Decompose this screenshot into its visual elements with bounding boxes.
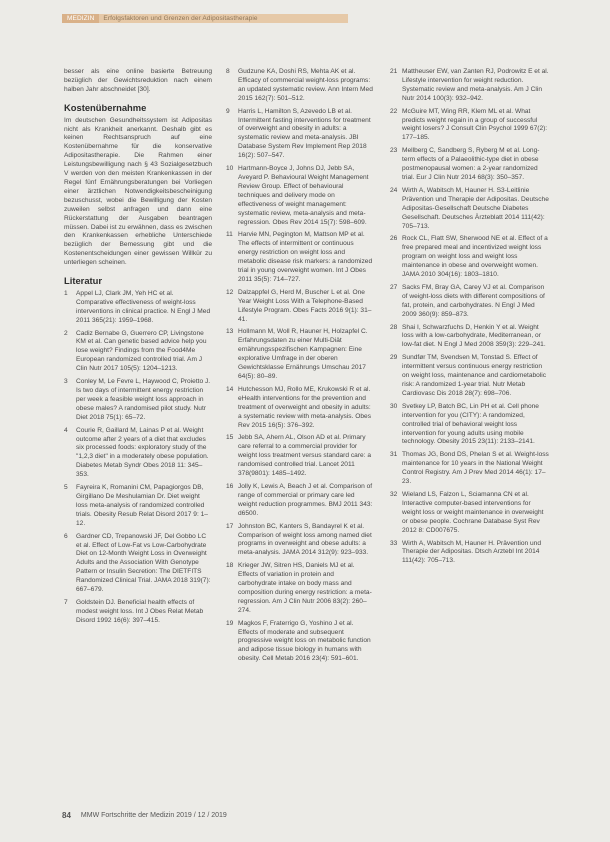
reference-item: 26 Rock CL, Flatt SW, Sherwood NE et al. Effect of a free prepared meal and incentivized weight loss program on weight loss and weight loss maintenance in obese and overweight women. JAMA 2010 304(16): 1803–1810. bbox=[390, 235, 548, 279]
column-3 bbox=[390, 68, 550, 570]
reference-item: 28 Shai I, Schwarzfuchs D, Henkin Y et al. Weight loss with a low-carbohydrate, Mediterranean, or low-fat diet. N Engl J Med 2008 359(3): 229–241. bbox=[390, 323, 546, 349]
page-number: 84 bbox=[62, 811, 71, 820]
reference-item: 29 Sundfør TM, Svendsen M, Tonstad S. Effect of intermittent versus continuous energy restriction on weight loss, maintenance and cardiometabolic risk: A randomized 1-year trial. Nutr Metab Cardiovasc Dis 2018 28(7): 698–706. bbox=[390, 354, 547, 397]
reference-item: 33 Wirth A, Wabitsch M, Hauner H. Prävention und Therapie der Adipositas. Dtsch Arztebl Int 2014 111(42): 705–713. bbox=[390, 539, 542, 565]
intro-paragraph: besser als eine online basierte Betreuung bezüglich der Gewichtsreduktion nach einem halben Jahr abschneidet [30]. bbox=[64, 68, 212, 93]
reference-item: 7 Goldstein DJ. Beneficial health effects of modest weight loss. Int J Obes Relat Metab Disord 1992 16(6): 397–415. bbox=[64, 598, 204, 624]
column-2 bbox=[226, 68, 374, 668]
reference-item: 23 Mellberg C, Sandberg S, Ryberg M et al. Long-term effects of a Palaeolithic-type diet in obese postmenopausal women: a 2-year randomized trial. Eur J Clin Nutr 2014 68(3): 350–357. bbox=[390, 147, 540, 181]
reference-item: 4 Courie R, Gaillard M, Lainas P et al. Weight outcome after 2 years of a diet that excludes six processed foods: exploratory study of the "1,2,3 diet" in a moderately obese population. Diabetes Metab Syndr Obes 2018 11: 345–353. bbox=[64, 426, 209, 479]
reference-item: 15 Jebb SA, Ahern AL, Olson AD et al. Primary care referral to a commercial provider for weight loss treatment versus standard care: a randomised controlled trial. Lancet 2011 378(9801): 1485–1492. bbox=[226, 434, 372, 478]
reference-item: 18 Krieger JW, Sitren HS, Daniels MJ et al. Effects of variation in protein and carbohydrate intake on body mass and composition during energy restriction: a meta-regression. Am J Clin Nutr 2006 83(2): 260–274. bbox=[226, 562, 372, 614]
reference-item: 14 Hutchesson MJ, Rollo ME, Krukowski R et al. eHealth interventions for the prevention and treatment of overweight and obesity in adults: a systematic review with meta-analysis. Obes Rev 2015 16(5): 376–392. bbox=[226, 385, 372, 429]
reference-item: 31 Thomas JG, Bond DS, Phelan S et al. Weight-loss maintenance for 10 years in the National Weight Control Registry. Am J Prev Med 2014 46(1): 17–23. bbox=[390, 451, 549, 486]
literature-heading: Literatur bbox=[64, 275, 103, 287]
reference-item: 13 Hollmann M, Woll R, Hauner H, Holzapfel C. Erfahrungsdaten zu einer Multi-Diät ernährungsspezifischen Kampagnen: Eine explorative Umfrage in der oberen Gewichtsklasse Ernährungs Umschau 2017 64(5): 80–89. bbox=[226, 328, 368, 380]
reference-item: 12 Dalzappfel G, Herd M, Buscher L et al. One Year Weight Loss With a Telephone-Based Lifestyle Program. Obes Facts 2016 9(1): 31–41. bbox=[226, 288, 372, 323]
reference-item: 16 Jolly K, Lewis A, Beach J et al. Comparison of range of commercial or primary care led weight reduction programmes. BMJ 2011 343: d6500. bbox=[226, 482, 373, 517]
header-category: MEDIZIN bbox=[62, 14, 99, 23]
reference-list-1 bbox=[64, 290, 212, 626]
reference-list-3 bbox=[390, 68, 550, 566]
reference-item: 27 Sacks FM, Bray GA, Carey VJ et al. Comparison of weight-loss diets with different compositions of fat, protein, and carbohydrates. N Engl J Med 2009 360(9): 859–873. bbox=[390, 283, 545, 318]
running-header bbox=[62, 14, 348, 23]
reference-item: 6 Gardner CD, Trepanowski JF, Del Gobbo LC et al. Effect of Low-Fat vs Low-Carbohydrate Diet on 12-Month Weight Loss in Overweight Adults and the Association With Genotype Pattern or Insulin Secretion: The DIETFITS Randomized Clinical Trial. JAMA 2018 319(7): 667–679. bbox=[64, 532, 211, 594]
reference-item: 21 Mattheuser EW, van Zanten RJ, Podrowitz E et al. Lifestyle intervention for weight reduction. Systematic review and meta-analysis. Am J Clin Nutr 2014 100(3): 932–942. bbox=[390, 68, 549, 102]
reference-item: 17 Johnston BC, Kanters S, Bandayrel K et al. Comparison of weight loss among named diet programs in overweight and obese adults: a meta-analysis. JAMA 2014 312(9): 923–933. bbox=[226, 522, 372, 557]
reference-item: 10 Hartmann-Boyce J, Johns DJ, Jebb SA, Aveyard P. Behavioural Weight Management Review Group. Effect of behavioural techniques and delivery mode on effectiveness of weight management: systematic review, meta-analysis and meta-regression. Obes Rev 2014 15(7): 598–609. bbox=[226, 165, 369, 226]
page-footer bbox=[62, 811, 227, 820]
column-1 bbox=[64, 68, 212, 630]
journal-info: MMW Fortschritte der Medizin 2019 / 12 / 2019 bbox=[80, 812, 227, 819]
costs-paragraph: Im deutschen Gesundheitssystem ist Adipositas nicht als Krankheit anerkannt. Deshalb gibt es keinen Rechtsanspruch auf eine Kostenübernahme für die konservative Adipositastherapie. Die Rahmen einer Leistungsbewilligung nach § 43 Sozialgesetzbuch V werden von den meisten Krankenkassen in der Regel fünf Ernährungsberatungen bei Vorliegen einer ärztlichen Notwendigkeitsbescheinigung bezuschusst, wobei die Bewilligung der Kosten zuweilen selbst anfragen und dann eine Rückerstattung der Ausgaben beantragen müssen. Dabei ist zu erwähnen, dass es zwischen den Krankenkassen erhebliche Unterschiede bezüglich der Bemessung gibt und die Kostenentscheidungen einer gewissen Willkür zu unterliegen scheinen. bbox=[64, 116, 212, 267]
header-title: Erfolgsfaktoren und Grenzen der Adipositastherapie bbox=[103, 15, 258, 22]
reference-list-2 bbox=[226, 68, 374, 664]
reference-item: 9 Harris L, Hamilton S, Azevedo LB et al. Intermittent fasting interventions for treatment of overweight and obesity in adults: a systematic review and meta-analysis. JBI Database System Rev Implement Rep 2018 16(2): 507–547. bbox=[226, 107, 371, 160]
reference-item: 3 Conley M, Le Fevre L, Haywood C, Proietto J. Is two days of intermittent energy restriction per week a feasible weight loss approach in obese males? A randomised pilot study. Nutr Diet 2018 75(1): 65–72. bbox=[64, 378, 211, 421]
reference-item: 24 Wirth A, Wabitsch M, Hauner H. S3-Leitlinie Prävention und Therapie der Adipositas. Deutsche Adipositas-Gesellschaft Deutsche Diabetes Gesellschaft. Deutsches Ärzteblatt 2014 111(42): 705–713. bbox=[390, 186, 549, 230]
reference-item: 19 Magkos F, Fraterrigo G, Yoshino J et al. Effects of moderate and subsequent progressive weight loss on metabolic function and adipose tissue biology in humans with obesity. Cell Metab 2016 23(4): 591–601. bbox=[226, 619, 371, 663]
costs-heading: Kostenübernahme bbox=[64, 101, 147, 113]
reference-item: 8 Gudzune KA, Doshi RS, Mehta AK et al. Efficacy of commercial weight-loss programs: an updated systematic review. Ann Intern Med 2015 162(7): 501–512. bbox=[226, 68, 373, 102]
reference-item: 32 Wieland LS, Falzon L, Sciamanna CN et al. Interactive computer-based interventions for weight loss or weight maintenance in overweight or obese people. Cochrane Database Syst Rev 2012 8: CD007675. bbox=[390, 490, 544, 534]
reference-item: 1 Appel LJ, Clark JM, Yeh HC et al. Comparative effectiveness of weight-loss interventions in clinical practice. N Engl J Med 2011 365(21): 1959–1968. bbox=[64, 289, 211, 324]
reference-item: 11 Harvie MN, Pegington M, Mattson MP et al. The effects of intermittent or continuous energy restriction on weight loss and metabolic disease risk markers: a randomized trial in young overweight women. Int J Obes 2011 35(5): 714–727. bbox=[226, 231, 373, 283]
reference-item: 5 Fayreira K, Romanini CM, Papagiorgos DB, Girgillano De Meshulamian Dr. Diet weight loss meta-analysis of randomized controlled trials. Obesity Resub Relat Disord 2017 9: 1–12. bbox=[64, 484, 208, 527]
reference-item: 2 Cadiz Bernabe G, Guerrero CP, Livingstone KM et al. Can genetic based advice help you lose weight? Findings from the Food4Me European randomized controlled trial. Am J Clin Nutr 2017 105(5): 1204–1213. bbox=[64, 329, 207, 373]
reference-item: 30 Svetkey LP, Batch BC, Lin PH et al. Cell phone intervention for you (CITY): A randomized, controlled trial of behavioral weight loss intervention for young adults using mobile technology. Obesity 2015 23(11): 2133–2141. bbox=[390, 402, 539, 446]
reference-item: 22 McGuire MT, Wing RR, Klem ML et al. What predicts weight regain in a group of successful weight losers? J Consult Clin Psychol 1999 67(2): 177–185. bbox=[390, 107, 548, 142]
